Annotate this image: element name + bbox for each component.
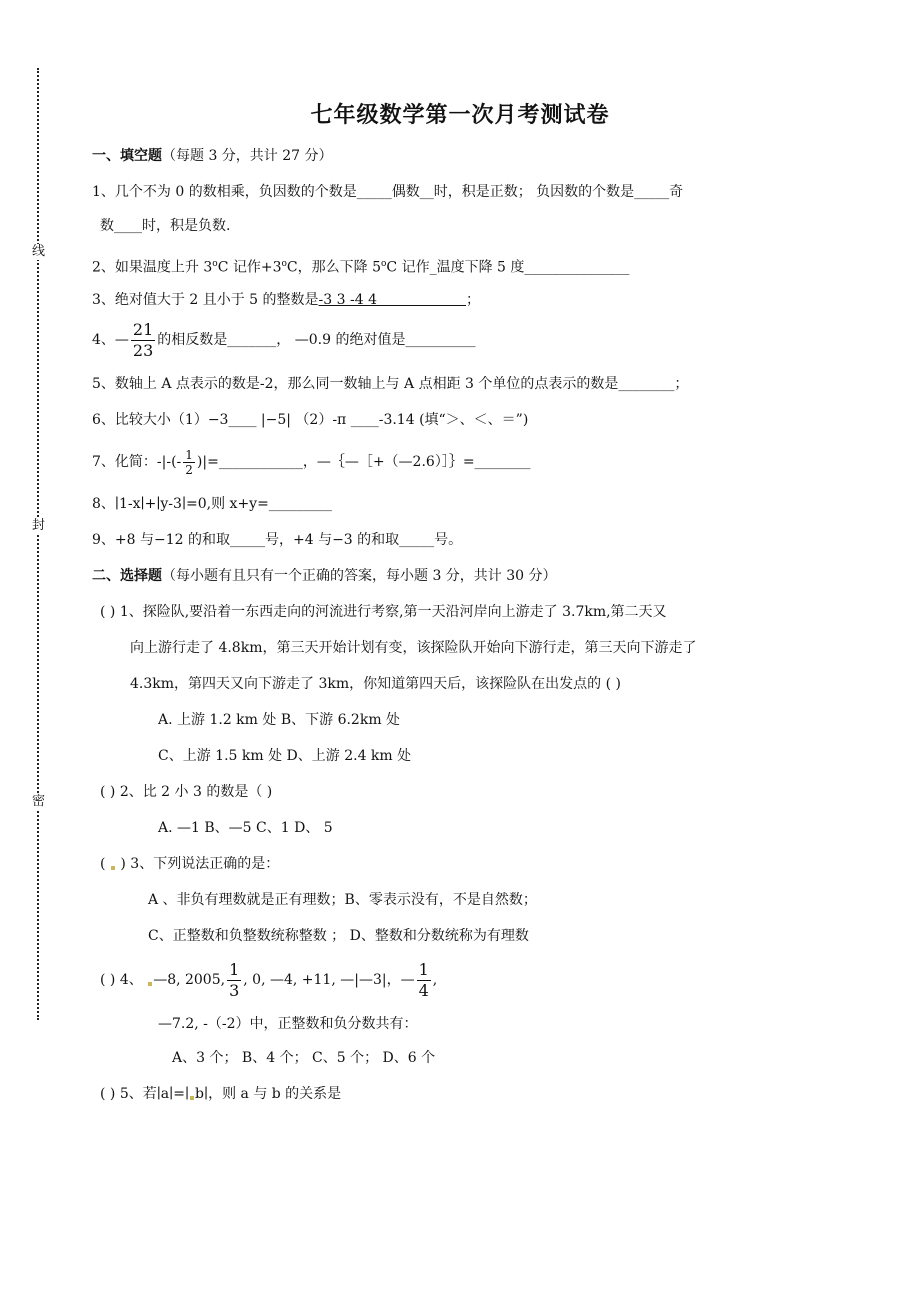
section2-heading: 二、选择题 [92,568,162,584]
q2-part2: C 记作+3 [217,259,282,276]
q3-answer-blank [377,292,466,308]
s1-question-8: 8、∣1-x∣+∣y-3∣=0,则 x+y=_________ [92,496,332,512]
q2-part3: C，那么下降 5 [286,259,381,276]
fraction-denominator: 4 [418,980,429,1000]
s1-question-1b: 数____时，积是负数. [100,218,231,234]
margin-char-xian: 线 [32,244,46,259]
q7-prefix: 7、化简：-|-(- [92,454,182,470]
s2-q4-options: A、3 个； B、4 个； C、5 个； D、6 个 [172,1050,436,1066]
s1-question-2 [92,254,629,278]
scan-dot-mark [190,1096,194,1100]
degree-mark-1: o [212,259,218,269]
q4-paren: ( ) 4、 [100,972,148,988]
q5-text: b∣，则 a 与 b 的关系是 [195,1086,342,1102]
s2-question-1b: 向上游行走了 4.8km，第三天开始计划有变，该探险队开始向下游行走，第三天向下游走了 [130,640,697,656]
degree-mark-2: o [281,259,287,269]
s2-q2-options: A. —1 B、—5 C、1 D、 5 [158,820,333,836]
fraction-numerator: 1 [418,959,429,979]
section1-heading: 一、填空题 [92,148,162,164]
fraction-denominator: 23 [132,340,154,360]
q3-answer [319,292,466,308]
s2-question-5 [100,1084,341,1104]
fraction-numerator: 21 [132,319,154,339]
fraction-numerator: 1 [185,447,193,462]
s1-question-9: 9、+8 与−12 的和取_____号，+4 与−3 的和取_____号。 [92,532,463,548]
section2-heading-row [92,566,557,586]
q4-numbers-2: , 0, —4, +11, —|—3|，— [243,972,415,988]
fraction-21-23 [131,320,155,361]
scan-dot-mark [111,866,115,870]
q3-paren-open: ( [100,856,110,872]
q7-text: )|=____________，—｛—［+（—2.6）］｝=________ [196,454,531,470]
s2-question-4 [100,958,437,1002]
q5-prefix: ( ) 5、若∣a∣=∣ [100,1086,190,1102]
s2-question-2: ( ) 2、比 2 小 3 的数是（ ) [100,784,273,800]
margin-char-mi: 密 [32,794,46,809]
s1-question-4 [92,318,475,362]
q3-answer-text: -3 3 -4 4 [318,292,377,308]
s2-q3-options-row2: C、正整数和负整数统称整数 ； D、整数和分数统称为有理数 [148,928,529,944]
fraction-numerator: 1 [229,959,240,979]
fraction-denominator: 3 [229,980,240,1000]
s2-q1-options-row2: C、上游 1.5 km 处 D、上游 2.4 km 处 [158,748,412,764]
s1-question-1a: 1、几个不为 0 的数相乘，负因数的个数是_____偶数__时，积是正数； 负因数的个数是_____奇 [92,184,684,200]
q4-text: 的相反数是_______， —0.9 的绝对值是__________ [157,332,476,348]
s2-question-3 [100,854,279,874]
s2-question-4b: —7.2, -（-2）中，正整数和负分数共有： [158,1016,418,1032]
q3-end: ； [466,292,480,308]
q4-numbers-1: —8, 2005, [153,972,226,988]
q3-prompt-text: ) 3、下列说法正确的是： [115,856,280,872]
degree-mark-3: o [381,259,387,269]
fraction-denominator: 2 [185,462,193,477]
scan-dot-mark [148,982,152,986]
margin-char-feng: 封 [32,518,46,533]
s1-question-3 [92,290,480,310]
q2-part1: 2、如果温度上升 3 [92,259,213,276]
s2-q1-options-row1: A. 上游 1.2 km 处 B、下游 6.2km 处 [158,712,401,728]
s1-question-6: 6、比较大小（1）−3____ |−5| （2）-π ____-3.14 (填“＞、＜、＝”) [92,412,529,428]
s2-question-1a: ( ) 1、探险队,要沿着一东西走向的河流进行考察,第一天沿河岸向上游走了 3.7km,第二天又 [100,604,667,620]
s1-question-7 [92,444,531,480]
page-title: 七年级数学第一次月考测试卷 [310,102,610,128]
s1-question-5: 5、数轴上 A 点表示的数是-2，那么同一数轴上与 A 点相距 3 个单位的点表示的数是________； [92,376,689,392]
fraction-1-4 [417,960,431,1001]
q4-comma: , [432,972,438,988]
q4-prefix: 4、— [92,332,129,348]
section2-note: （每小题有且只有一个正确的答案，每小题 3 分，共计 30 分） [162,568,557,584]
fraction-1-3 [227,960,241,1001]
fraction-1-2 [183,448,195,477]
section1-heading-row [92,146,333,166]
section1-note: （每题 3 分，共计 27 分） [162,148,333,164]
s2-question-1c: 4.3km，第四天又向下游走了 3km，你知道第四天后，该探险队在出发点的 ( ) [130,676,621,692]
s2-q3-options-row1: A 、非负有理数就是正有理数；B、零表示没有，不是自然数； [148,892,537,908]
q3-prompt: 3、绝对值大于 2 且小于 5 的整数是 [92,292,319,308]
q2-part4: C 记作_温度下降 5 度_______________ [386,259,630,276]
binding-dotted-line [37,68,39,1020]
